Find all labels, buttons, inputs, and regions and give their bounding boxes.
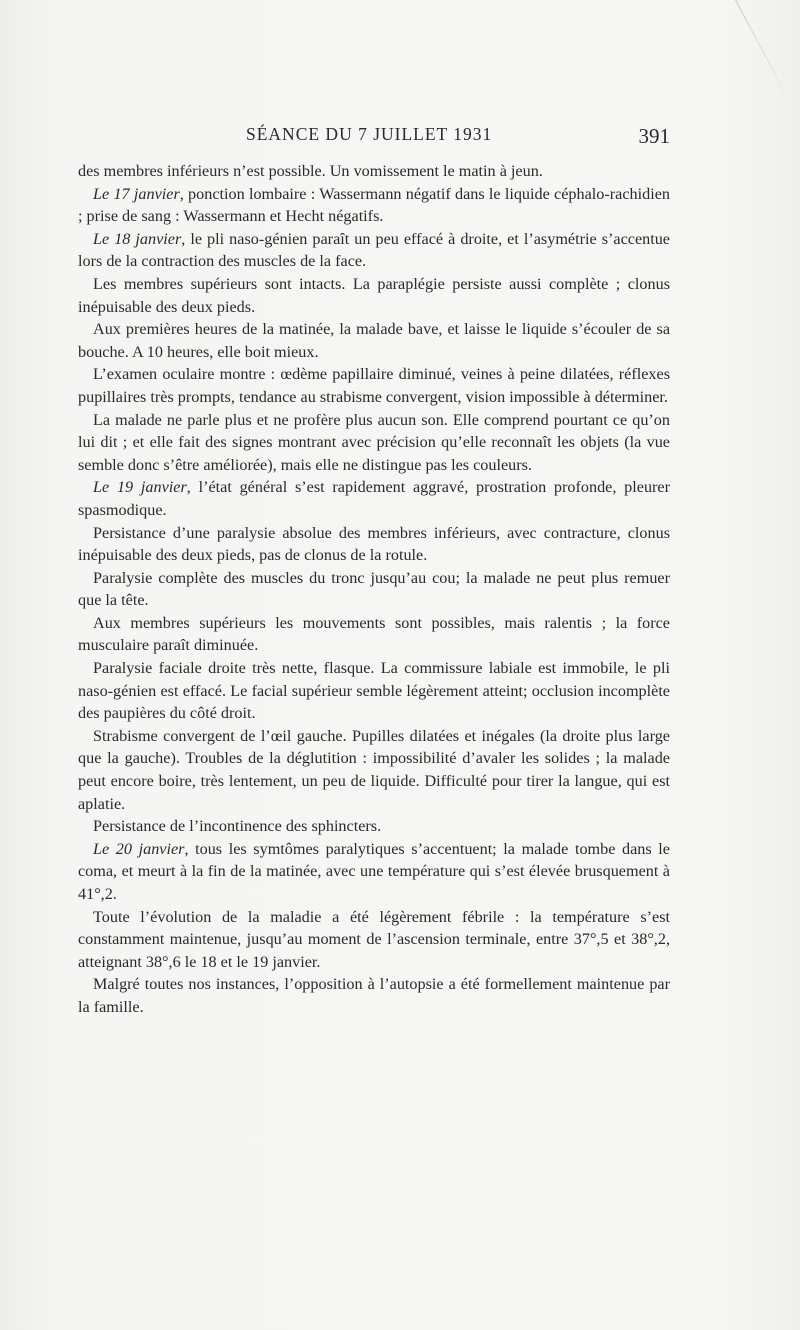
- paragraph: Le 20 janvier, tous les symtômes paralytiques s’accentuent; la malade tombe dans le coma, et meurt à la fin de la matinée, avec une température qui s’est élevée brusquement à 41°,2.: [78, 839, 670, 903]
- page-number: 391: [638, 124, 670, 148]
- paragraph: L’examen oculaire montre : œdème papillaire diminué, veines à peine dilatées, réflexes pupillaires très prompts, tendance au strabisme convergent, vision impossible à déterminer.: [78, 365, 670, 406]
- paragraph: Le 18 janvier, le pli naso-génien paraît un peu effacé à droite, et l’asymétrie s’accentue lors de la contraction des muscles de la face.: [78, 229, 670, 271]
- date-label: Le 20 janvier: [93, 839, 185, 858]
- paragraph: Aux premières heures de la matinée, la malade bave, et laisse le liquide s’écouler de sa bouche. A 10 heures, elle boit mieux.: [78, 320, 670, 361]
- paragraph: Aux membres supérieurs les mouvements sont possibles, mais ralentis ; la force musculaire paraît diminuée.: [78, 613, 670, 655]
- paragraph: Toute l’évolution de la maladie a été légèrement fébrile : la température s’est constamment maintenue, jusqu’au moment de l’ascension terminale, entre 37°,5 et 38°,2, atteignant 38°,6 le 18 et le 19 janvier.: [78, 907, 670, 971]
- paragraph: La malade ne parle plus et ne profère plus aucun son. Elle comprend pourtant ce qu’on lui dit ; et elle fait des signes montrant avec précision qu’elle reconnaît les objets (la vue semble donc s’être améliorée), mais elle ne distingue pas les couleurs.: [78, 410, 670, 474]
- paragraph: Le 17 janvier, ponction lombaire : Wassermann négatif dans le liquide céphalo-rachidien ; prise de sang : Wassermann et Hecht négatifs.: [78, 184, 671, 226]
- paragraph: Malgré toutes nos instances, l’opposition à l’autopsie a été formellement maintenue par la famille.: [78, 975, 670, 1016]
- paragraph: Les membres supérieurs sont intacts. La paraplégie persiste aussi complète ; clonus inépuisable des deux pieds.: [78, 274, 670, 316]
- paragraph: Le 19 janvier, l’état général s’est rapidement aggravé, prostration profonde, pleurer spasmodique.: [78, 478, 671, 519]
- page-header: [78, 124, 670, 154]
- paper-crease: [735, 0, 792, 106]
- date-label: Le 17 janvier: [93, 184, 180, 203]
- paragraph: Paralysie faciale droite très nette, flasque. La commissure labiale est immobile, le pli naso-génien est effacé. Le facial supérieur semble légèrement atteint; occlusion incomplète des paupières du côté droit.: [78, 659, 670, 723]
- body-text: [78, 160, 670, 1019]
- date-label: Le 18 janvier: [93, 229, 182, 248]
- paragraph: Persistance d’une paralysie absolue des membres inférieurs, avec contracture, clonus inépuisable des deux pieds, pas de clonus de la rotule.: [78, 523, 670, 565]
- paragraph: des membres inférieurs n’est possible. Un vomissement le matin à jeun.: [78, 162, 543, 180]
- running-title: SÉANCE DU 7 JUILLET 1931: [246, 124, 493, 144]
- paragraph: Persistance de l’incontinence des sphincters.: [93, 817, 382, 836]
- date-label: Le 19 janvier: [93, 478, 187, 497]
- paragraph: Strabisme convergent de l’œil gauche. Pupilles dilatées et inégales (la droite plus large que la gauche). Troubles de la déglutition : impossibilité d’avaler les solides ; la malade peut encore boire, très lentement, un peu de liquide. Difficulté pour tirer la langue, qui est aplatie.: [78, 726, 670, 813]
- paragraph: Paralysie complète des muscles du tronc jusqu’au cou; la malade ne peut plus remuer que la tête.: [78, 568, 670, 610]
